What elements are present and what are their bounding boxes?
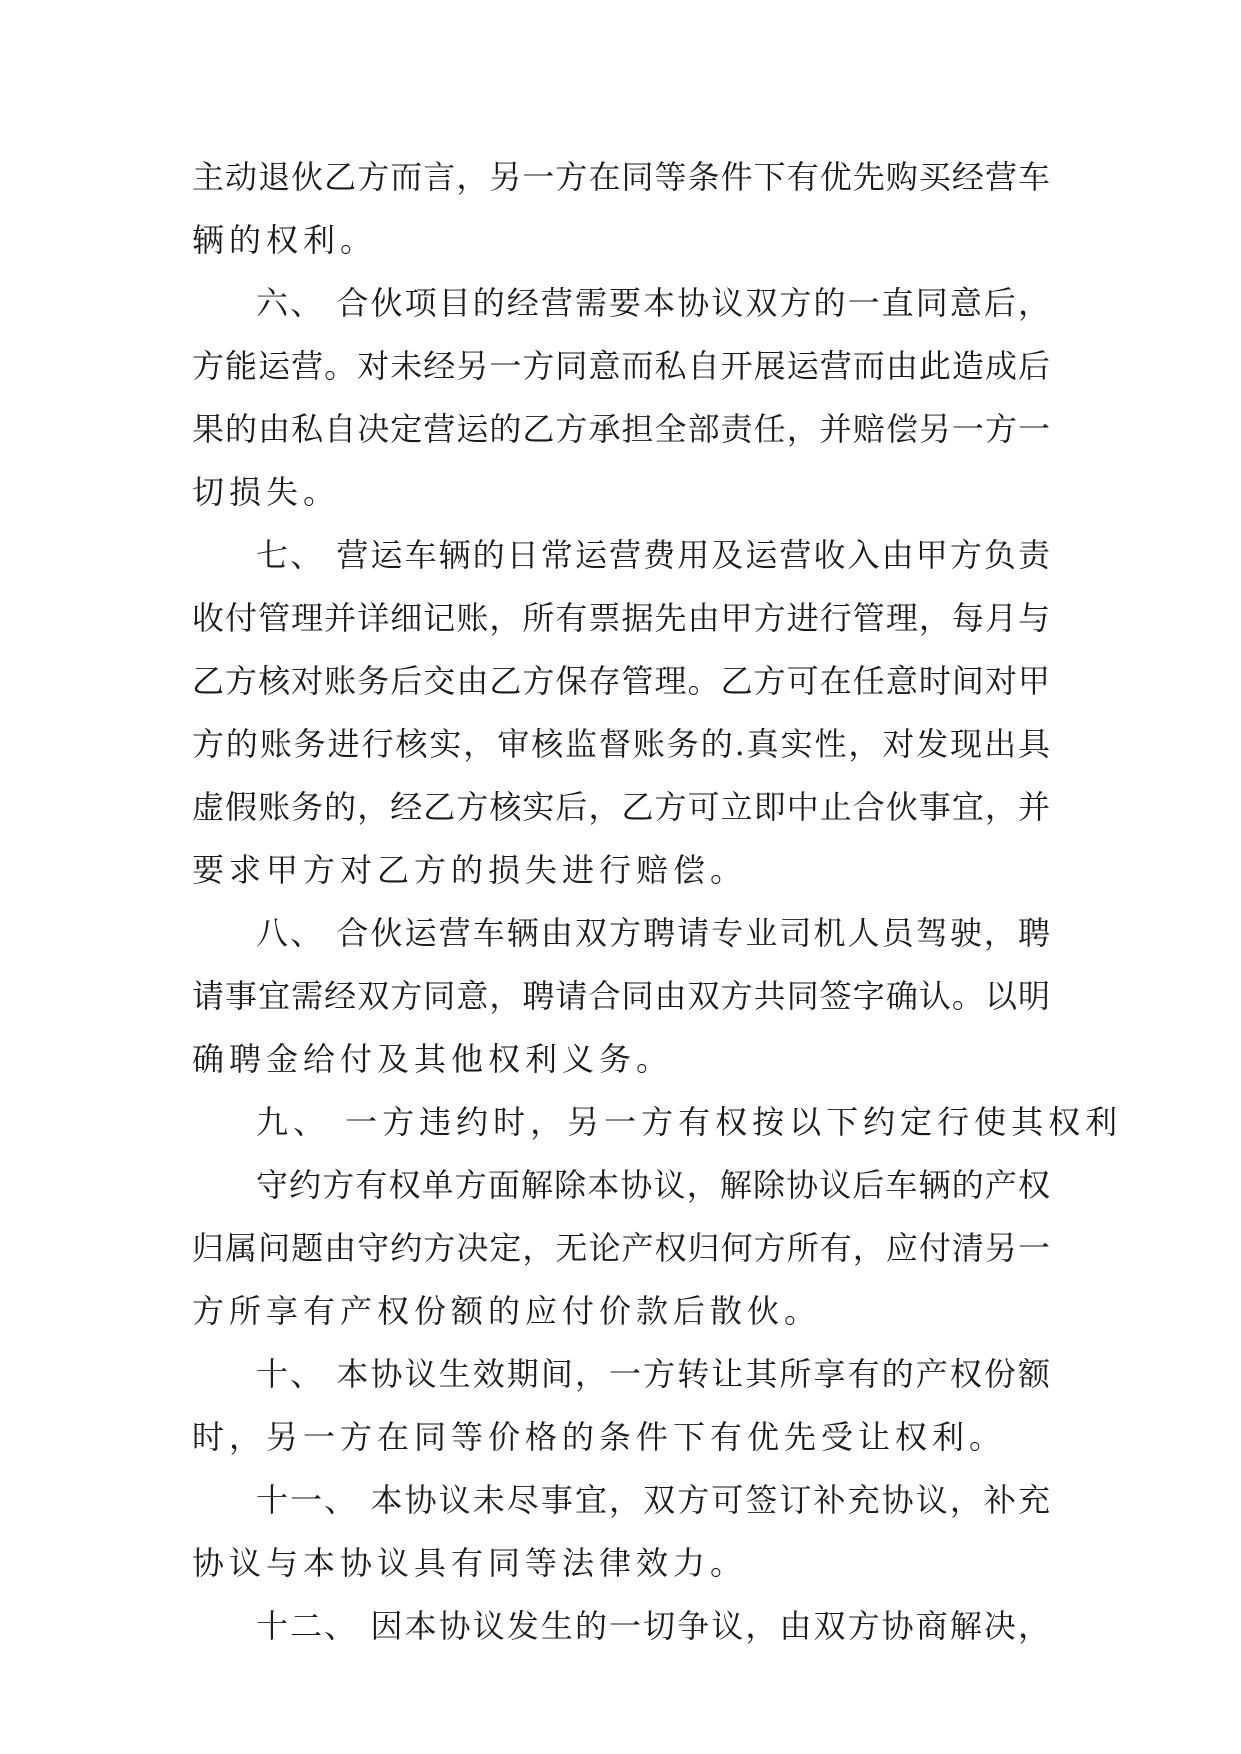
text-line: 归属问题由守约方决定，无论产权归何方所有，应付清另一 — [192, 1229, 1050, 1267]
text-line: 虚假账务的，经乙方核实后，乙方可立即中止合伙事宜，并 — [192, 788, 1050, 826]
text-line: 收付管理并详细记账，所有票据先由甲方进行管理，每月与 — [192, 599, 1050, 637]
document-page — [192, 158, 1123, 1670]
text-line: 果的由私自决定营运的乙方承担全部责任，并赔偿另一方一 — [192, 410, 1050, 448]
text-line: 方能运营。对未经另一方同意而私自开展运营而由此造成后 — [192, 347, 1050, 385]
clause-twelve-line: 十二、 因本协议发生的一切争议，由双方协商解决， — [256, 1607, 1050, 1645]
text-line: 确聘金给付及其他权利义务。 — [192, 1040, 674, 1078]
text-line: 协议与本协议具有同等法律效力。 — [192, 1544, 748, 1582]
text-line: 乙方核对账务后交由乙方保存管理。乙方可在任意时间对甲 — [192, 662, 1050, 700]
text-line: 辆的权利。 — [192, 221, 378, 259]
clause-eleven-line: 十一、 本协议未尽事宜，双方可签订补充协议，补充 — [256, 1481, 1050, 1519]
text-line: 方的账务进行核实，审核监督账务的.真实性，对发现出具 — [192, 725, 1050, 763]
text-line: 守约方有权单方面解除本协议，解除协议后车辆的产权 — [256, 1166, 1050, 1204]
text-line: 时，另一方在同等价格的条件下有优先受让权利。 — [192, 1418, 1007, 1456]
text-line: 请事宜需经双方同意，聘请合同由双方共同签字确认。以明 — [192, 977, 1050, 1015]
text-line: 方所享有产权份额的应付价款后散伙。 — [192, 1292, 822, 1330]
text-line: 要求甲方对乙方的损失进行赔偿。 — [192, 851, 748, 889]
text-line: 切损失。 — [192, 473, 341, 511]
text-line: 主动退伙乙方而言，另一方在同等条件下有优先购买经营车 — [192, 158, 1050, 196]
clause-seven-line: 七、 营运车辆的日常运营费用及运营收入由甲方负责 — [256, 536, 1050, 574]
clause-six-line: 六、 合伙项目的经营需要本协议双方的一直同意后， — [256, 284, 1050, 322]
clause-eight-line: 八、 合伙运营车辆由双方聘请专业司机人员驾驶，聘 — [256, 914, 1050, 952]
clause-nine-line: 九、 一方违约时，另一方有权按以下约定行使其权利 — [256, 1103, 1123, 1141]
clause-ten-line: 十、 本协议生效期间，一方转让其所享有的产权份额 — [256, 1355, 1050, 1393]
